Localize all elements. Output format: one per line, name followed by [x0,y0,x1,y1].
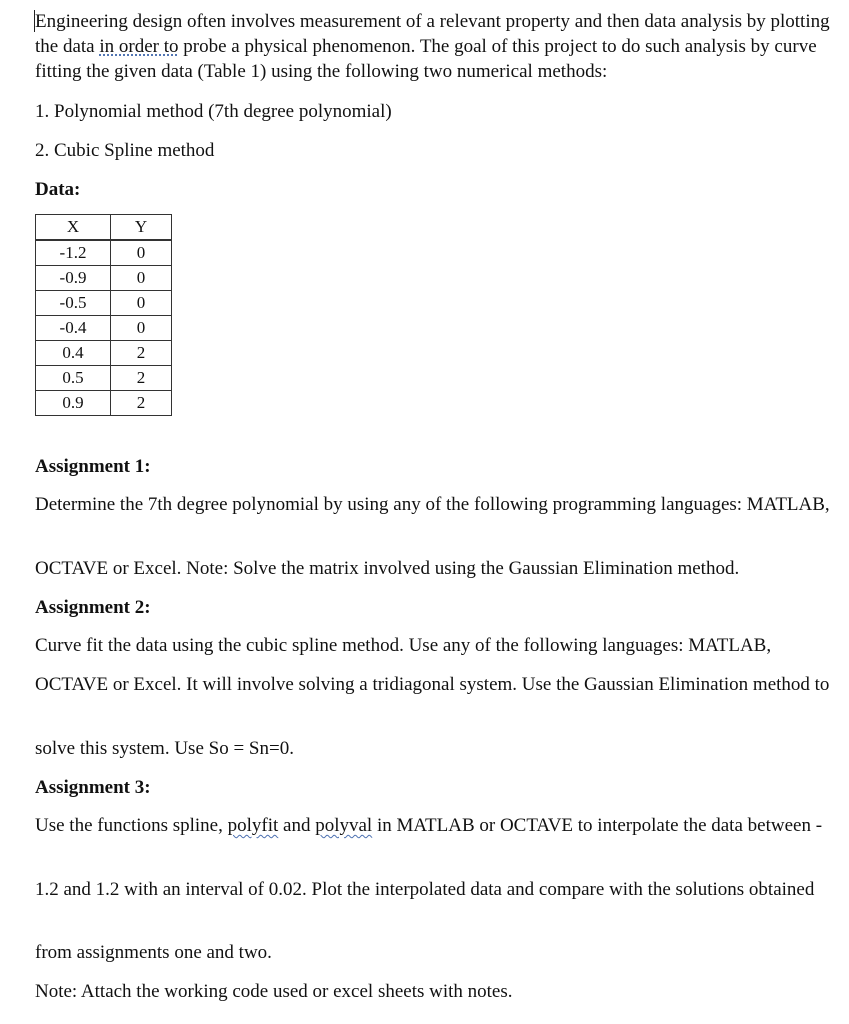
intro-dotted-phrase: in order to [99,36,179,57]
table-header-row [36,215,172,241]
cell-y: 2 [111,366,172,391]
assignment3-line1 [35,813,831,838]
assignment2-line1: Curve fit the data using the cubic spline method. Use any of the following languages: MATLAB, [35,635,772,656]
cell-x: -0.5 [36,291,111,316]
cell-x: -0.9 [36,266,111,291]
a3-polyval-word: polyval [315,815,373,836]
cell-x: 0.4 [36,341,111,366]
table-row [36,316,172,341]
cell-y: 2 [111,341,172,366]
cell-x: 0.9 [36,391,111,416]
intro-paragraph [35,9,831,84]
method-1: 1. Polynomial method (7th degree polynomial) [35,101,392,122]
assignment3-heading: Assignment 3: [35,777,151,798]
intro-text-start: Engineering design often involves measurement of a relevant property and then data analysis by plotting the data [35,11,830,57]
cell-y: 0 [111,240,172,266]
cell-x: 0.5 [36,366,111,391]
table-row [36,341,172,366]
a3-text-start: Use the functions spline, [35,815,228,836]
header-y: Y [111,215,172,241]
method-2: 2. Cubic Spline method [35,140,215,161]
assignment2-line3: solve this system. Use So = Sn=0. [35,738,294,759]
data-heading: Data: [35,179,81,200]
assignment2-heading: Assignment 2: [35,597,151,618]
assignment3-line2: 1.2 and 1.2 with an interval of 0.02. Plot the interpolated data and compare with the solutions obtained [35,879,815,900]
a3-and: and [278,815,316,836]
intro-text-end: probe a physical phenomenon. The goal of this project to do such analysis by curve fitting the given data (Table 1) using the following two numerical methods: [35,36,817,82]
table-row [36,391,172,416]
table-row [36,266,172,291]
assignment1-line2: OCTAVE or Excel. Note: Solve the matrix involved using the Gaussian Elimination method. [35,558,740,579]
assignment2-line2: OCTAVE or Excel. It will involve solving a tridiagonal system. Use the Gaussian Elimination method to [35,674,830,695]
table-row [36,240,172,266]
cell-x: -0.4 [36,316,111,341]
assignment1-heading: Assignment 1: [35,456,151,477]
table-row [36,366,172,391]
table-row [36,291,172,316]
a3-polyfit-word: polyfit [227,815,279,836]
assignment1-line1: Determine the 7th degree polynomial by using any of the following programming languages: MATLAB, [35,494,830,515]
assignment3-note: Note: Attach the working code used or excel sheets with notes. [35,981,513,1002]
cell-y: 2 [111,391,172,416]
assignment3-line3: from assignments one and two. [35,942,272,963]
data-table [35,214,172,416]
cell-y: 0 [111,266,172,291]
header-x: X [36,215,111,241]
cell-y: 0 [111,291,172,316]
cell-x: -1.2 [36,240,111,266]
cell-y: 0 [111,316,172,341]
a3-text-end: in MATLAB or OCTAVE to interpolate the data between - [372,815,823,836]
